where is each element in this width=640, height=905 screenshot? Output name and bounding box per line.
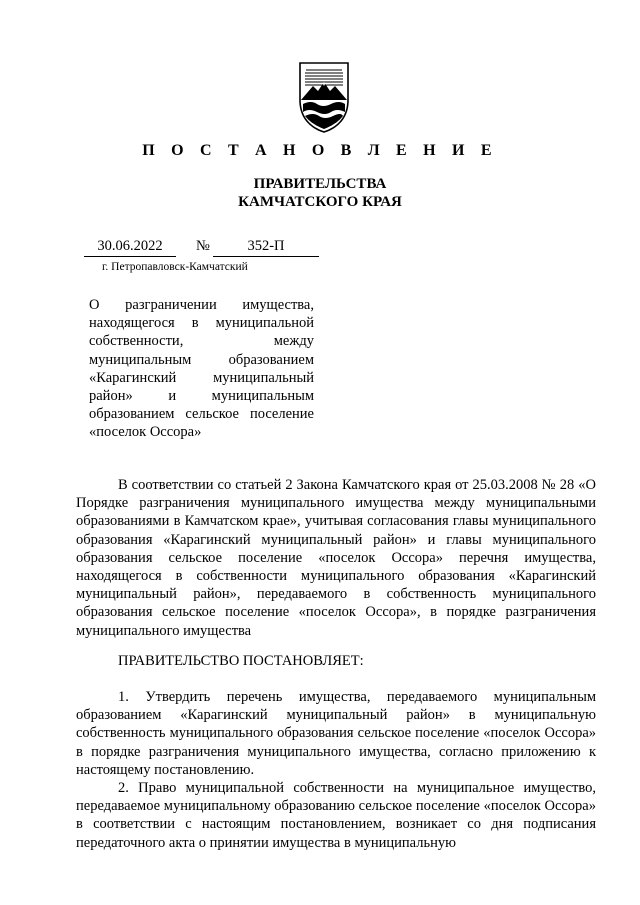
document-body — [76, 476, 596, 852]
document-title: П О С Т А Н О В Л Е Н И Е — [142, 142, 498, 159]
authority-line-2: КАМЧАТСКОГО КРАЯ — [238, 194, 402, 210]
authority-line-1: ПРАВИТЕЛЬСТВА — [253, 176, 387, 192]
number-sign: № — [196, 238, 210, 254]
clause-item-2: 2. Право муниципальной собственности на муниципальное имущество, передаваемое муниципальному образованию сельское поселение «поселок Оссора» в соответствии с настоящим постановлением, возникает со дня подписания передаточного акта о принятии имущества в муниципальную — [76, 780, 596, 851]
issuing-authority — [0, 175, 640, 211]
preamble-paragraph: В соответствии со статьей 2 Закона Камчатского края от 25.03.2008 № 28 «О Порядке разграничения муниципального имущества между муниципальными образованиями в Камчатском крае», учитывая согласования главы муниципального образования «Карагинский муниципальный район» и главы муниципального образования сельское поселение «поселок Оссора» перечня имущества, находящегося в собственности муниципального образования «Карагинский муниципальный район», передаваемого в собственность муниципального образования сельское поселение «поселок Оссора», в порядке разграничения муниципального имущества — [76, 477, 596, 639]
clause-item-1: 1. Утвердить перечень имущества, передаваемого муниципальным образованием «Карагинский муниципальный район» в муниципальную собственность муниципального образования сельское поселение «поселок Оссора» в порядке разграничения муниципального имущества, согласно приложению к настоящему постановлению. — [76, 689, 596, 778]
decree-heading: ПРАВИТЕЛЬСТВО ПОСТАНОВЛЯЕТ: — [118, 652, 364, 669]
document-date: 30.06.2022 — [84, 238, 176, 257]
issue-city: г. Петропавловск-Камчатский — [102, 261, 248, 273]
document-number: 352-П — [213, 238, 319, 257]
kamchatka-coat-of-arms-icon — [297, 60, 351, 134]
document-subject: О разграничении имущества, находящегося в муниципальной собственности, между муниципальным образованием «Карагинский муниципальный район» и муниципальным образованием сельское поселение «поселок Оссора» — [89, 297, 314, 441]
